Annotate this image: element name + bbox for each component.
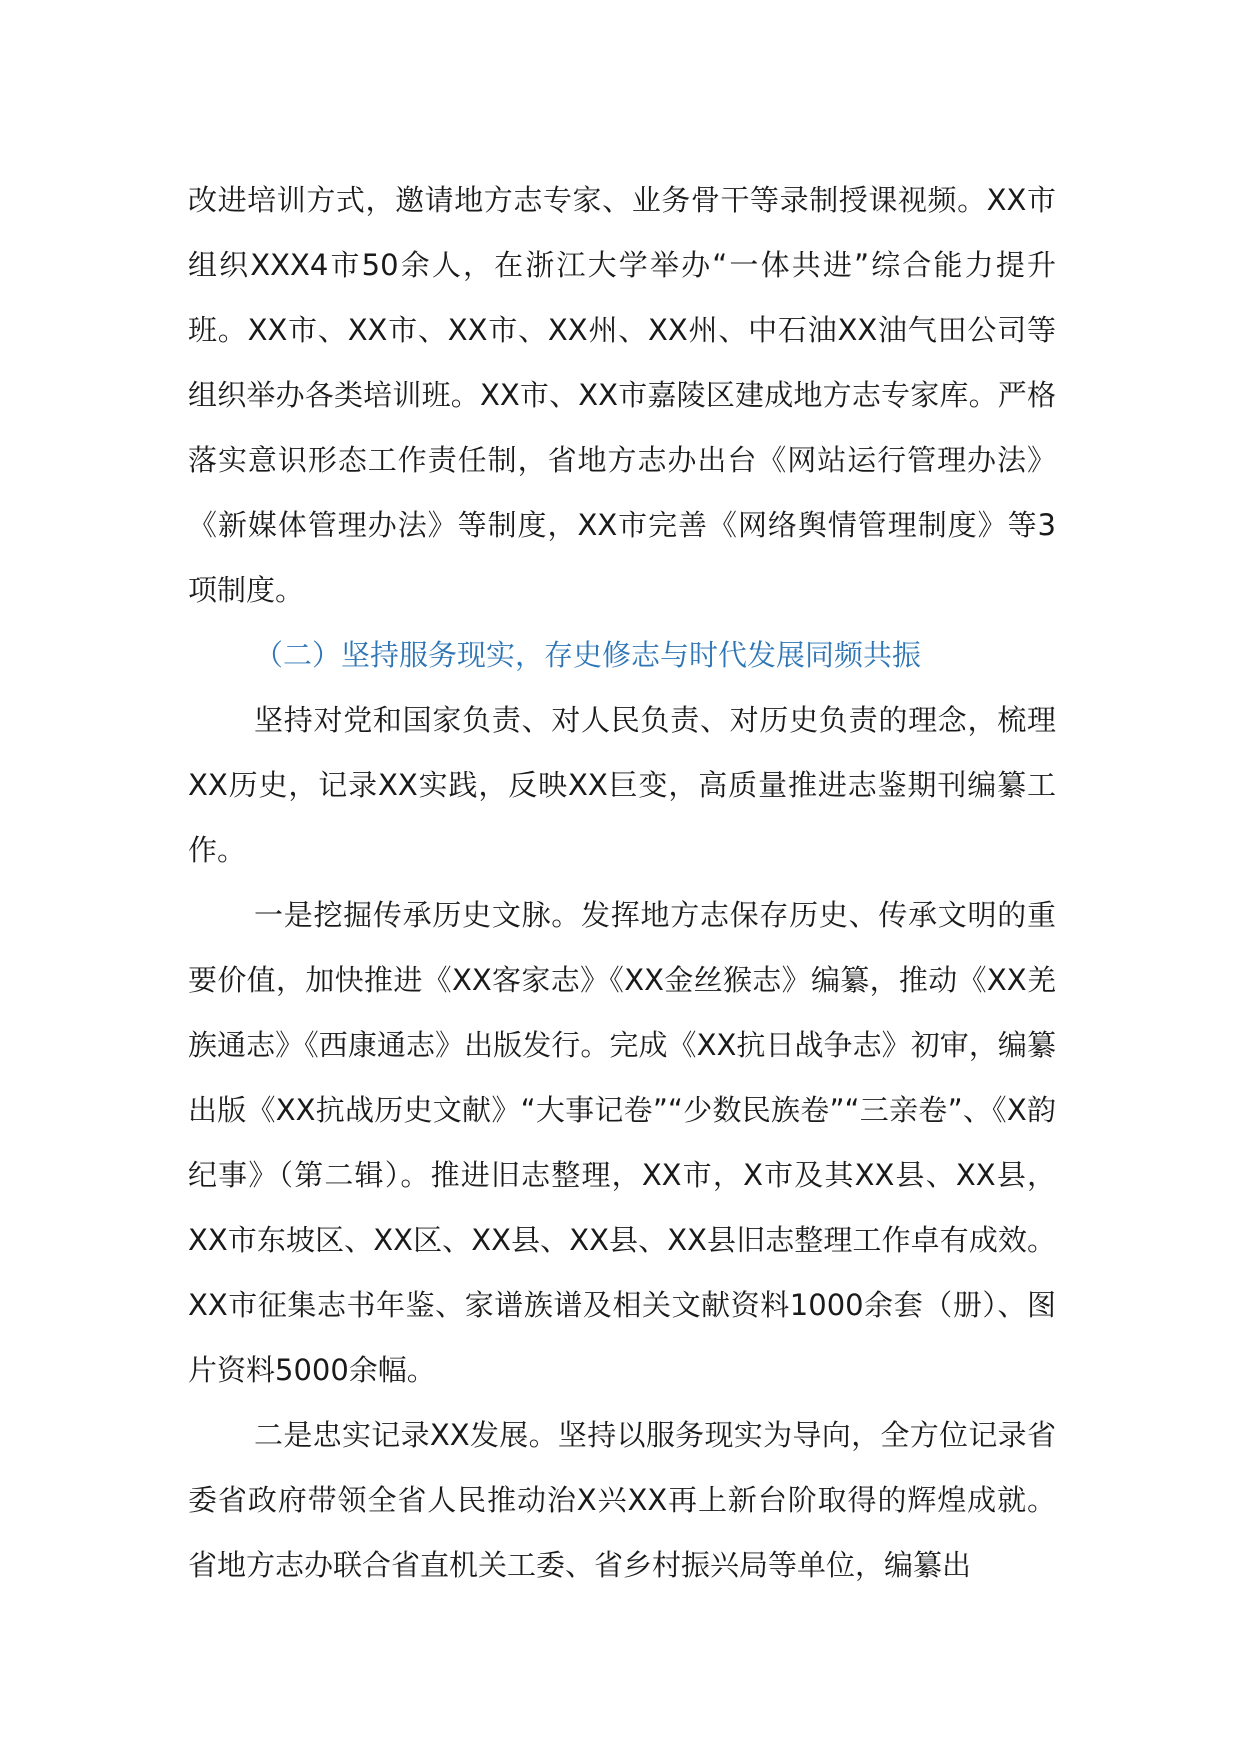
body-paragraph-principle: 坚持对党和国家负责、对人民负责、对历史负责的理念，梳理XX历史，记录XX实践，反映XX巨变，高质量推进志鉴期刊编纂工作。 <box>188 703 1056 867</box>
body-paragraph-history: 一是挖掘传承历史文脉。发挥地方志保存历史、传承文明的重要价值，加快推进《XX客家志》《XX金丝猴志》编纂，推动《XX羌族通志》《西康通志》出版发行。完成《XX抗日战争志》初审，编纂出版《XX抗战历史文献》“大事记卷”“少数民族卷”“三亲卷”、《X韵纪事》（第二辑）。推进旧志整理，XX市，X市及其XX县、XX县，XX市东坡区、XX区、XX县、XX县、XX县旧志整理工作卓有成效。XX市征集志书年鉴、家谱族谱及相关文献资料1000余套（册）、图片资料5000余幅。 <box>188 898 1056 1387</box>
body-paragraph-training: 改进培训方式，邀请地方志专家、业务骨干等录制授课视频。XX市组织XXX4市50余人，在浙江大学举办“一体共进”综合能力提升班。XX市、XX市、XX市、XX州、XX州、中石油XX油气田公司等组织举办各类培训班。XX市、XX市嘉陵区建成地方志专家库。严格落实意识形态工作责任制，省地方志办出台《网站运行管理办法》《新媒体管理办法》等制度，XX市完善《网络舆情管理制度》等3项制度。 <box>188 183 1056 607</box>
body-paragraph-development: 二是忠实记录XX发展。坚持以服务现实为导向，全方位记录省委省政府带领全省人民推动治X兴XX再上新台阶取得的辉煌成就。省地方志办联合省直机关工委、省乡村振兴局等单位，编纂出 <box>188 1418 1056 1582</box>
section-heading-2: （二）坚持服务现实，存史修志与时代发展同频共振 <box>254 638 922 672</box>
document-page <box>188 168 1056 1598</box>
